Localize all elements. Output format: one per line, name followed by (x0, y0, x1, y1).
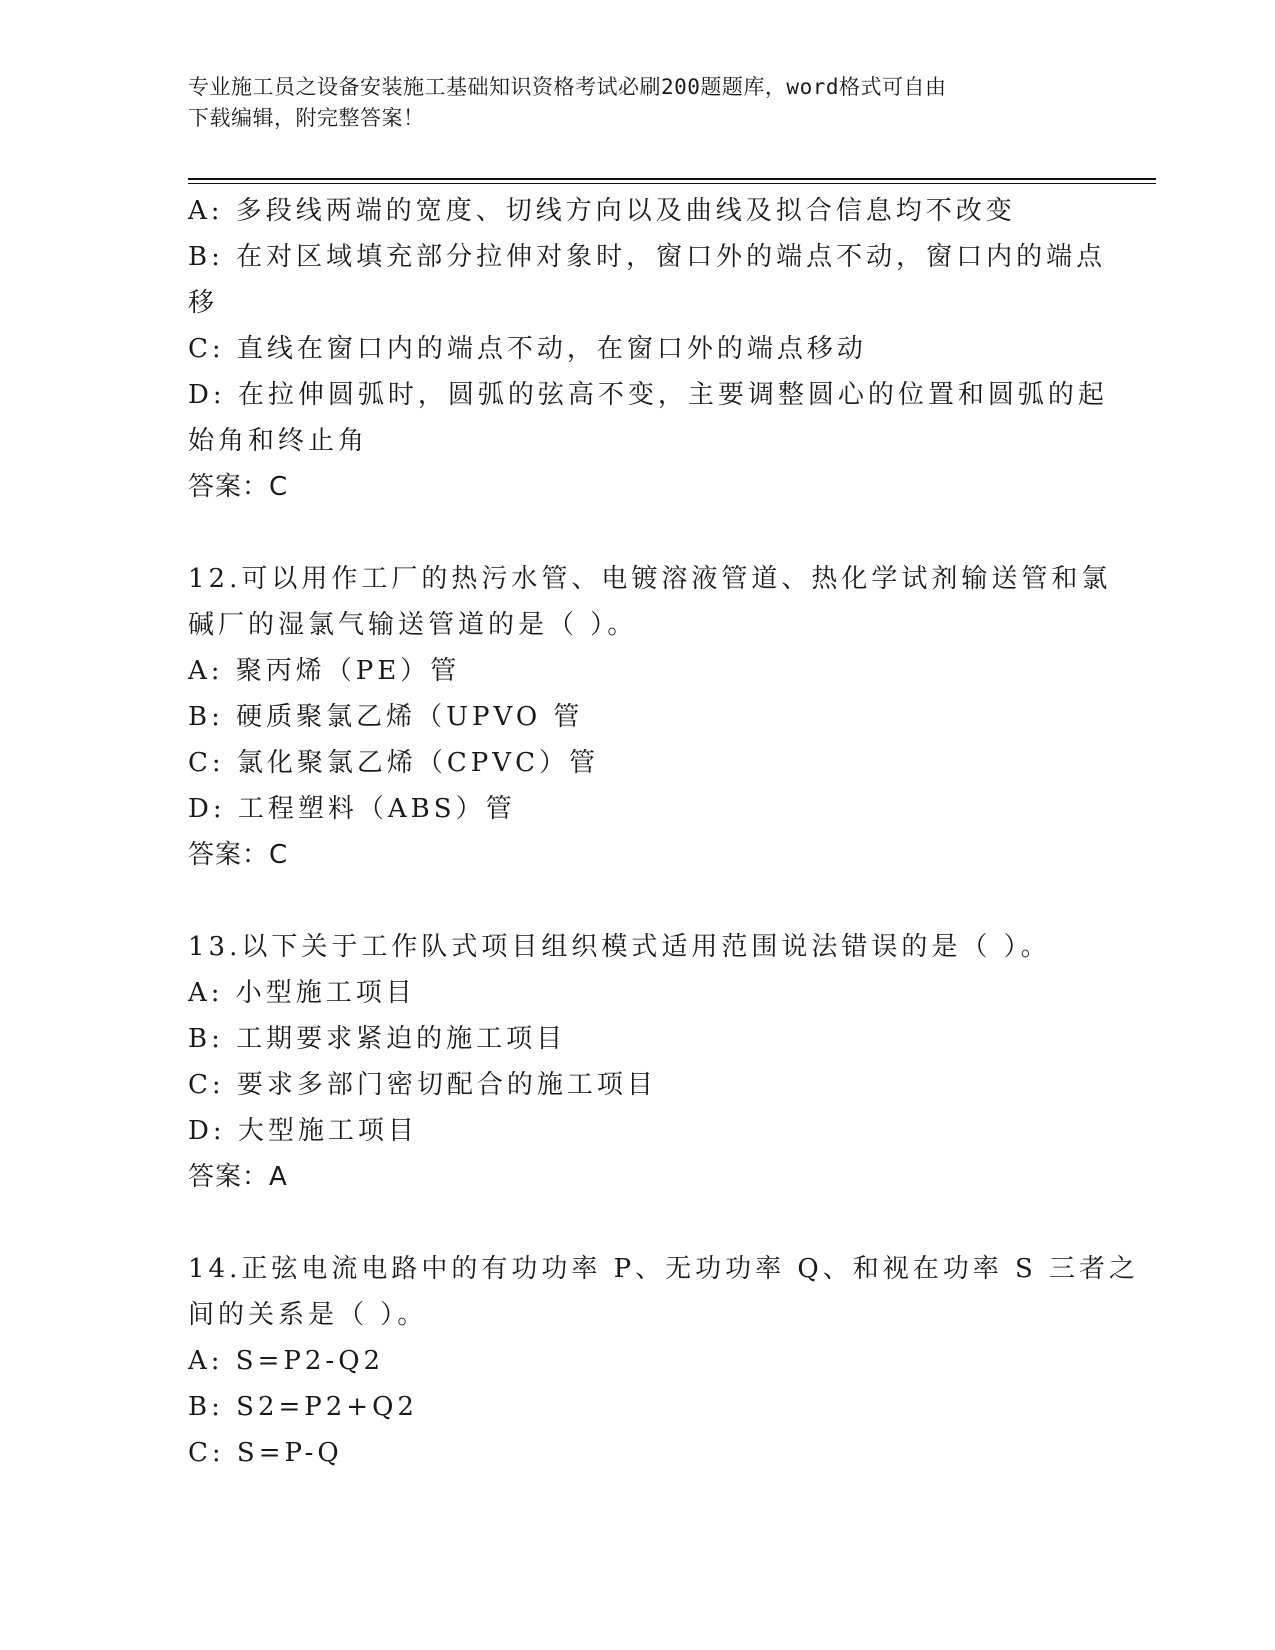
answer: 答案：C (188, 472, 289, 502)
question-stem-continued: 碱厂的湿氯气输送管道的是（ ）。 (188, 610, 638, 640)
header-divider (188, 178, 1156, 180)
question-12 (188, 556, 1112, 878)
option-d: D: 大型施工项目 (188, 1116, 418, 1146)
document-header (188, 72, 1068, 134)
header-line-2: 下载编辑，附完整答案！ (188, 106, 425, 130)
option-c: C: 直线在窗口内的端点不动，在窗口外的端点移动 (188, 334, 867, 364)
option-d: D: 在拉伸圆弧时，圆弧的弦高不变，主要调整圆心的位置和圆弧的起 (188, 380, 1108, 410)
option-c: C: S=P-Q (188, 1438, 343, 1468)
question-13 (188, 924, 1088, 1200)
question-stem: 12.可以用作工厂的热污水管、电镀溶液管道、热化学试剂输送管和氯 (188, 564, 1112, 594)
question-14 (188, 1246, 1140, 1476)
option-b: B: 硬质聚氯乙烯（UPVO 管 (188, 702, 584, 732)
option-a: A: 多段线两端的宽度、切线方向以及曲线及拟合信息均不改变 (188, 196, 1016, 226)
option-b: B: S2=P2+Q2 (188, 1392, 418, 1422)
option-c: C: 要求多部门密切配合的施工项目 (188, 1070, 657, 1100)
option-b: B: 工期要求紧迫的施工项目 (188, 1024, 567, 1054)
option-a: A: S=P2-Q2 (188, 1346, 385, 1376)
question-11-options (188, 188, 1108, 510)
spacer (188, 1200, 1088, 1246)
option-c: C: 氯化聚氯乙烯（CPVC）管 (188, 748, 599, 778)
spacer (188, 510, 1088, 556)
header-line-1: 专业施工员之设备安装施工基础知识资格考试必刷200题题库，word格式可自由 (188, 75, 947, 99)
option-b: B: 在对区域填充部分拉伸对象时，窗口外的端点不动，窗口内的端点 (188, 242, 1107, 272)
answer: 答案：C (188, 840, 289, 870)
option-a: A: 聚丙烯（PE）管 (188, 656, 461, 686)
spacer (188, 878, 1088, 924)
document-body (188, 188, 1140, 1476)
header-divider-thin (188, 183, 1156, 184)
question-stem: 13.以下关于工作队式项目组织模式适用范围说法错误的是（ ）。 (188, 932, 1051, 962)
question-stem: 14.正弦电流电路中的有功功率 P、无功功率 Q、和视在功率 S 三者之 (188, 1254, 1140, 1284)
question-stem-continued: 间的关系是（ ）。 (188, 1300, 428, 1330)
option-d: D: 工程塑料（ABS）管 (188, 794, 516, 824)
answer: 答案：A (188, 1162, 288, 1192)
option-b-continued: 移 (188, 288, 219, 318)
option-d-continued: 始角和终止角 (188, 426, 369, 456)
option-a: A: 小型施工项目 (188, 978, 416, 1008)
